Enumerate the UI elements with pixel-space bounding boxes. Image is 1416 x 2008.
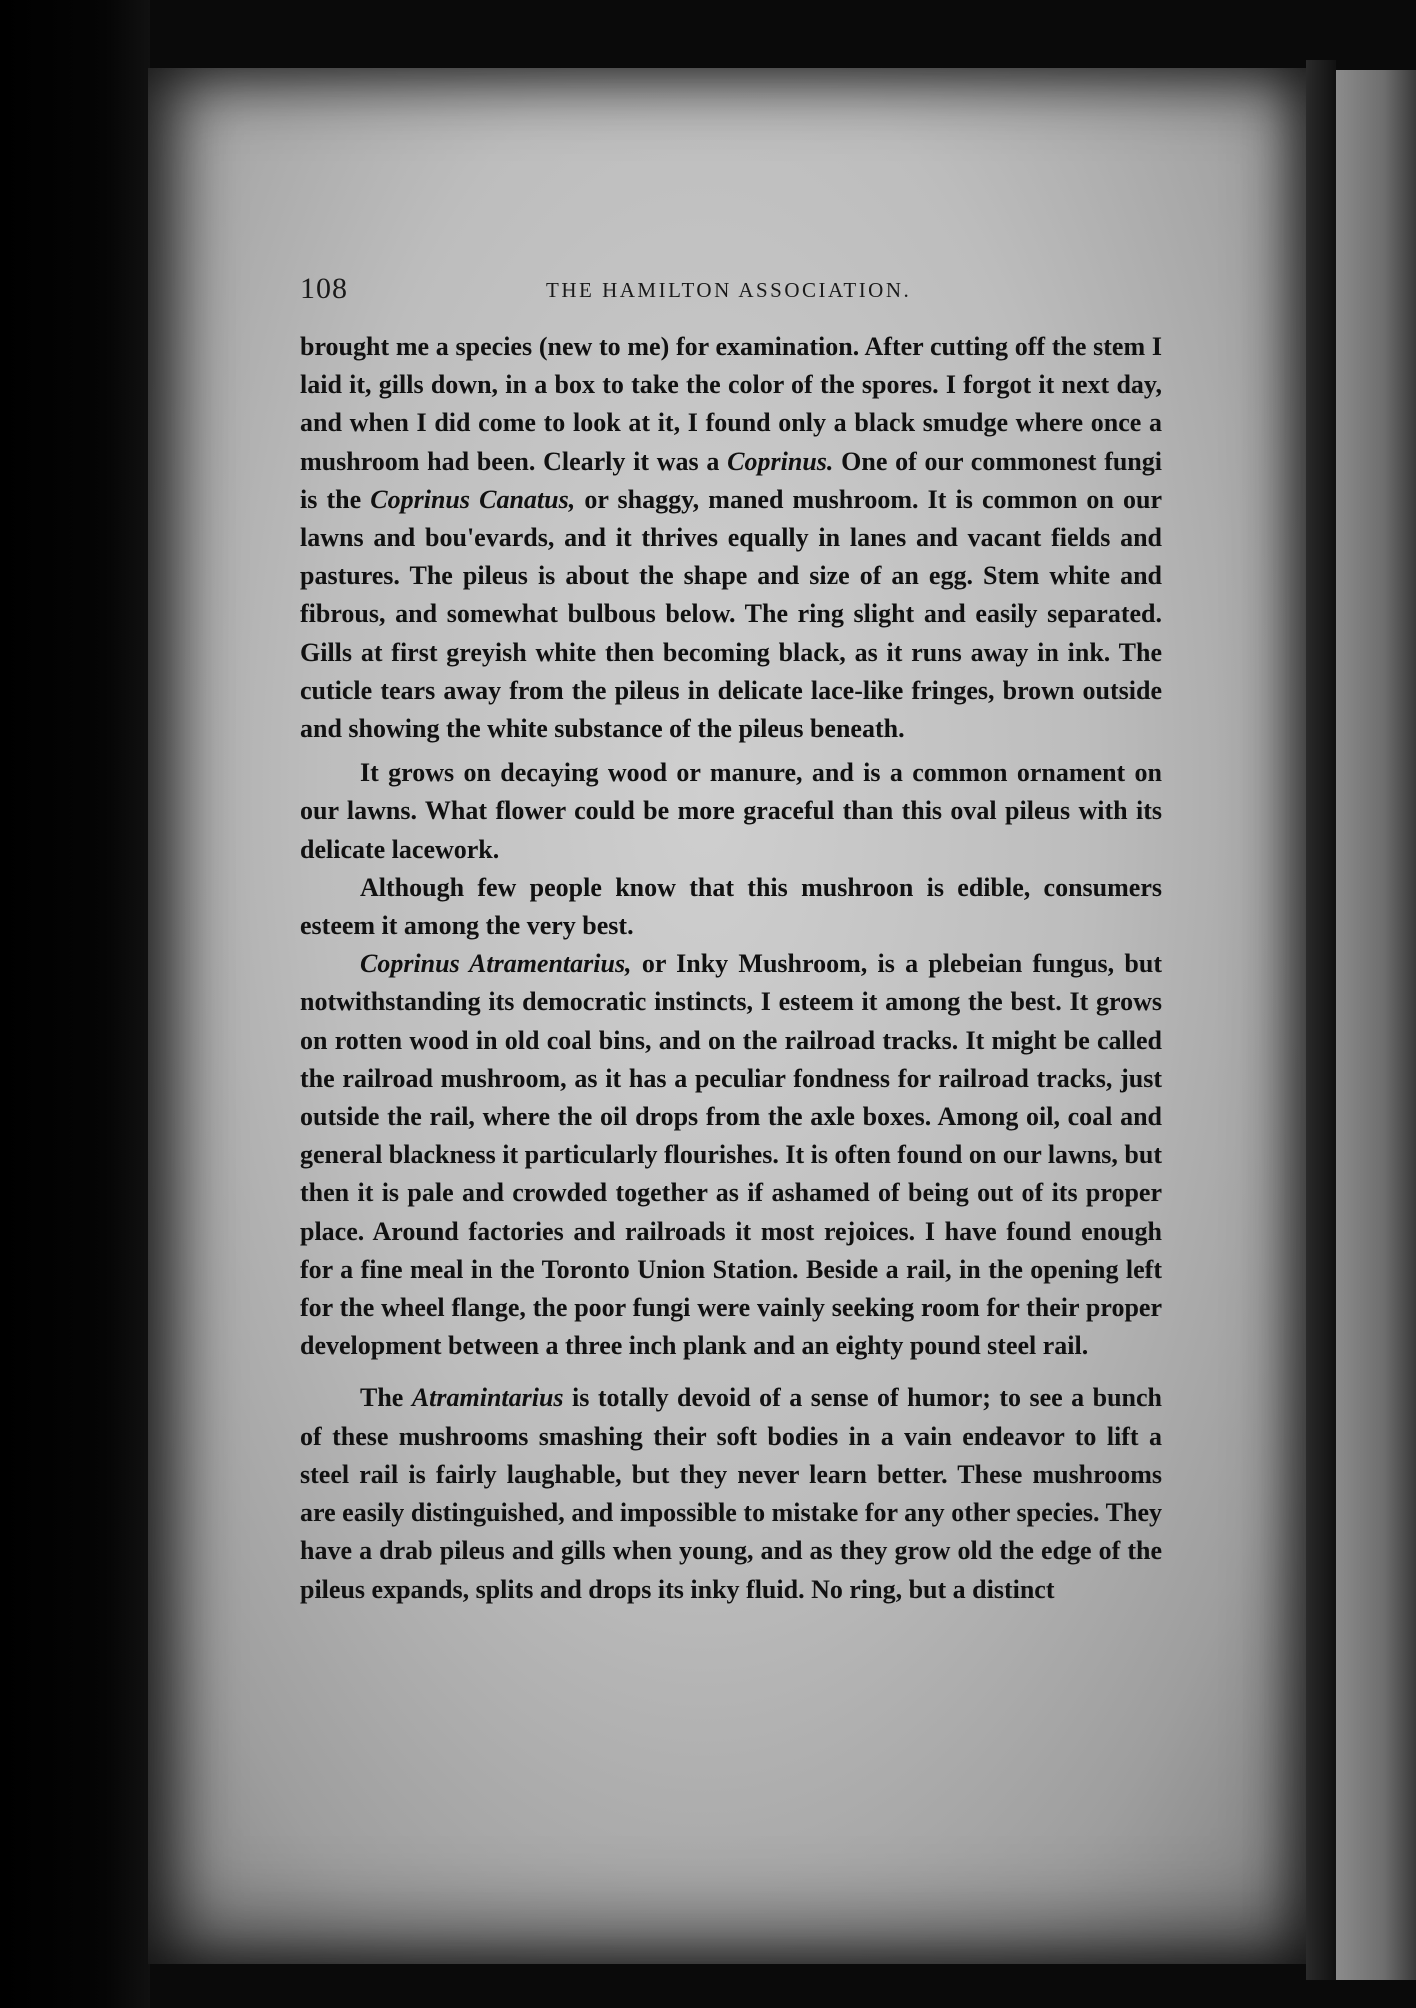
paragraph-5	[300, 1379, 1162, 1608]
paragraph-1-text-b: One of our commonest fungi is the	[300, 446, 1162, 514]
gutter-shadow	[1306, 60, 1336, 1980]
running-head	[300, 272, 1180, 312]
paragraph-1-text-a: brought me a species (new to me) for examination. After cutting off the stem I laid it, gills down, in a box to take the color of the spores. I forgot it next day, and when I did come to look at it, I found only a black smudge where once a mushroom had been. Clearly it was a	[300, 332, 1162, 476]
paragraph-1-text-c: or shaggy, maned mushroom. It is common on our lawns and bou'evards, and it thrives equally in lanes and vacant fields and pastures. The pileus is about the shape and size of an egg. Stem white and fibrous, and somewhat bulbous below. The ring slight and easily separated. Gills at first greyish white then becoming black, as it runs away in ink. The cuticle tears away from the pileus in delicate lace-like fringes, brown outside and showing the white substance of the pileus beneath.	[300, 484, 1163, 744]
paragraph-5-italic-a: Atramintarius	[411, 1383, 564, 1413]
paragraph-1-italic-a: Coprinus.	[727, 446, 834, 476]
page-number: 108	[300, 272, 348, 305]
paragraph-4-italic-a: Coprinus Atramentarius,	[360, 949, 632, 979]
paragraph-1-italic-b: Coprinus Canatus,	[370, 484, 576, 514]
running-head-title: THE HAMILTON ASSOCIATION.	[546, 278, 912, 302]
binding-shadow	[0, 0, 150, 2008]
paragraph-3: Although few people know that this mushroon is edible, consumers esteem it among the very best.	[300, 872, 1162, 941]
paragraph-4-text-a: or Inky Mushroom, is a plebeian fungus, but notwithstanding its democratic instincts, I esteem it among the best. It grows on rotten wood in old coal bins, and on the railroad tracks. It might be called the railroad mushroom, as it has a peculiar fondness for railroad tracks, just outside the rail, where the oil drops from the axle boxes. Among oil, coal and general blackness it particularly flourishes. It is often found on our lawns, but then it is pale and crowded together as if ashamed of being out of its proper place. Around factories and railroads it most rejoices. I have found enough for a fine meal in the Toronto Union Station. Beside a rail, in the opening left for the wheel flange, the poor fungi were vainly seeking room for their proper development between a three inch plank and an eighty pound steel rail.	[300, 949, 1162, 1361]
paragraph-5-text-b: is totally devoid of a sense of humor; to see a bunch of these mushrooms smashing their soft bodies in a vain endeavor to lift a steel rail is fairly laughable, but they never learn better. These mushrooms are easily distinguished, and impossible to mistake for any other species. They have a drab pileus and gills when young, and as they grow old the edge of the pileus expands, splits and drops its inky fluid. No ring, but a distinct	[300, 1383, 1162, 1604]
paragraph-5-text-a: The	[360, 1383, 412, 1413]
paragraph-4	[300, 945, 1162, 1365]
paragraph-2: It grows on decaying wood or manure, and is a common ornament on our lawns. What flower could be more graceful than this oval pileus with its delicate lacework.	[300, 758, 1162, 864]
facing-page-edge	[1336, 70, 1416, 1980]
body-text	[300, 328, 1162, 1609]
paragraph-1	[300, 328, 1162, 748]
